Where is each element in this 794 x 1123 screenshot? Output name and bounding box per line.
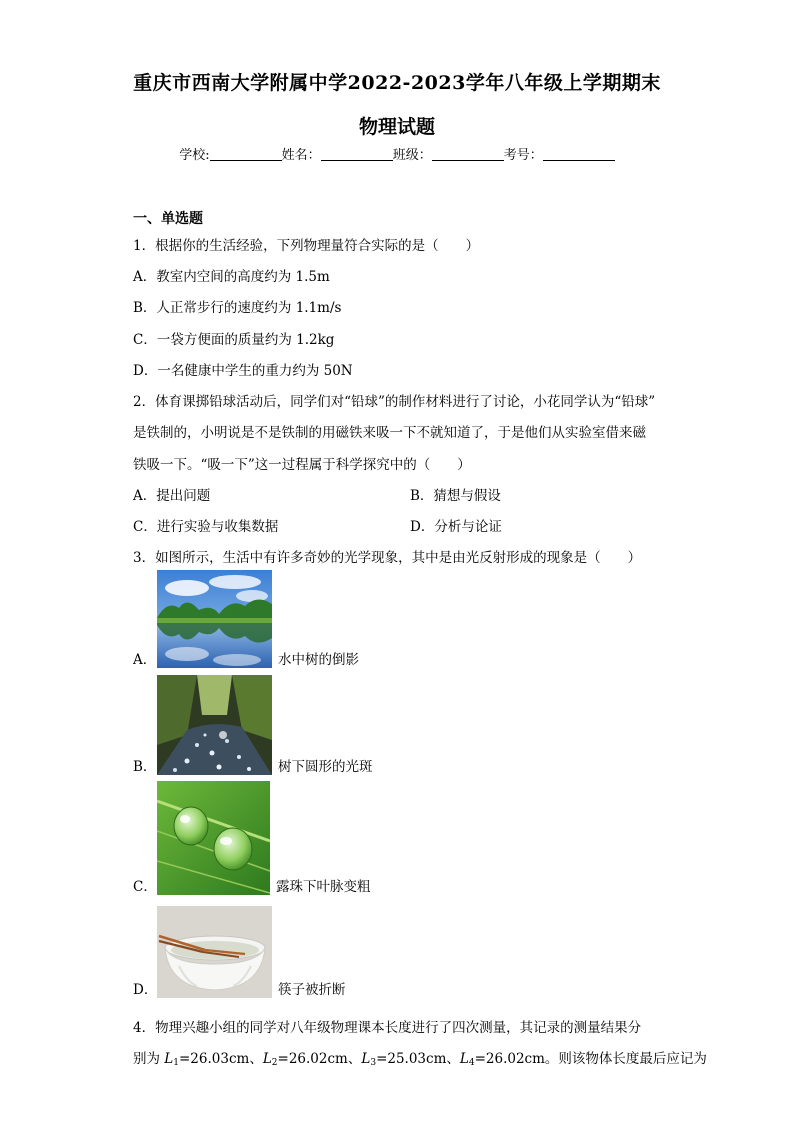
- q3-option-c-caption: 露珠下叶脉变粗: [276, 879, 371, 895]
- q4-stem-line2: 别为 $L_1=26.03cm$、$L_2=26.02cm$、$L_3=25.03cm$、$L_4=26.02cm$。则该物体长度最后应记为: [133, 1051, 707, 1068]
- exam-subject: 物理试题: [358, 116, 435, 138]
- q3-option-c-label: C．: [133, 879, 157, 895]
- q1-option-c: C．一袋方便面的质量约为 1.2kg: [133, 332, 335, 348]
- q3-option-c: [133, 781, 371, 895]
- number-blank[interactable]: [543, 146, 615, 161]
- class-label: 班级：: [392, 148, 432, 163]
- q1-option-a: A．教室内空间的高度约为 1.5m: [133, 269, 330, 285]
- q2-option-c: C．进行实验与收集数据: [133, 519, 279, 535]
- q3-option-b: [133, 675, 373, 775]
- exam-title: 重庆市西南大学附属中学2022-2023学年八年级上学期期末: [133, 72, 661, 94]
- q3-option-b-caption: 树下圆形的光斑: [278, 759, 373, 775]
- q2-stem-line3: 铁吸一下。“吸一下”这一过程属于科学探究中的（ ）: [133, 457, 471, 473]
- class-blank[interactable]: [432, 146, 504, 161]
- student-info-line: [0, 144, 794, 163]
- school-label: 学校:: [179, 148, 210, 163]
- q2-option-a: A．提出问题: [133, 488, 211, 504]
- q3-option-a-label: A．: [133, 652, 157, 668]
- q2-option-b: B．猜想与假设: [410, 488, 501, 504]
- dew-drop-leaf-image: [157, 781, 270, 895]
- q3-option-d-caption: 筷子被折断: [278, 982, 346, 998]
- q1-stem: 1．根据你的生活经验，下列物理量符合实际的是（ ）: [133, 238, 480, 254]
- q2-option-d: D．分析与论证: [410, 519, 502, 535]
- q3-option-a-caption: 水中树的倒影: [278, 652, 359, 668]
- school-blank[interactable]: [210, 146, 282, 161]
- q4-stem-line1: 4．物理兴趣小组的同学对八年级物理课本长度进行了四次测量，其记录的测量结果分: [133, 1020, 642, 1036]
- q3-option-b-label: B．: [133, 759, 157, 775]
- q2-stem-line2: 是铁制的，小明说是不是铁制的用磁铁来吸一下不就知道了，于是他们从实验室借来磁: [133, 425, 646, 441]
- q3-option-a: [133, 570, 359, 668]
- forest-light-spots-image: [157, 675, 272, 775]
- bent-chopsticks-bowl-image: [157, 906, 272, 998]
- lake-reflection-image: [157, 570, 272, 668]
- section-heading: 一、单选题: [133, 211, 203, 227]
- q1-option-d: D．一名健康中学生的重力约为 50N: [133, 363, 353, 379]
- q2-stem-line1: 2．体育课掷铅球活动后，同学们对“铅球”的制作材料进行了讨论，小花同学认为“铅球”: [133, 394, 656, 410]
- q3-option-d-label: D．: [133, 982, 158, 998]
- q3-stem: 3．如图所示，生活中有许多奇妙的光学现象，其中是由光反射形成的现象是（ ）: [133, 550, 642, 566]
- number-label: 考号：: [503, 148, 543, 163]
- name-blank[interactable]: [321, 146, 393, 161]
- q1-option-b: B．人正常步行的速度约为 1.1m/s: [133, 300, 342, 316]
- q3-option-d: [133, 906, 346, 998]
- name-label: 姓名：: [281, 148, 321, 163]
